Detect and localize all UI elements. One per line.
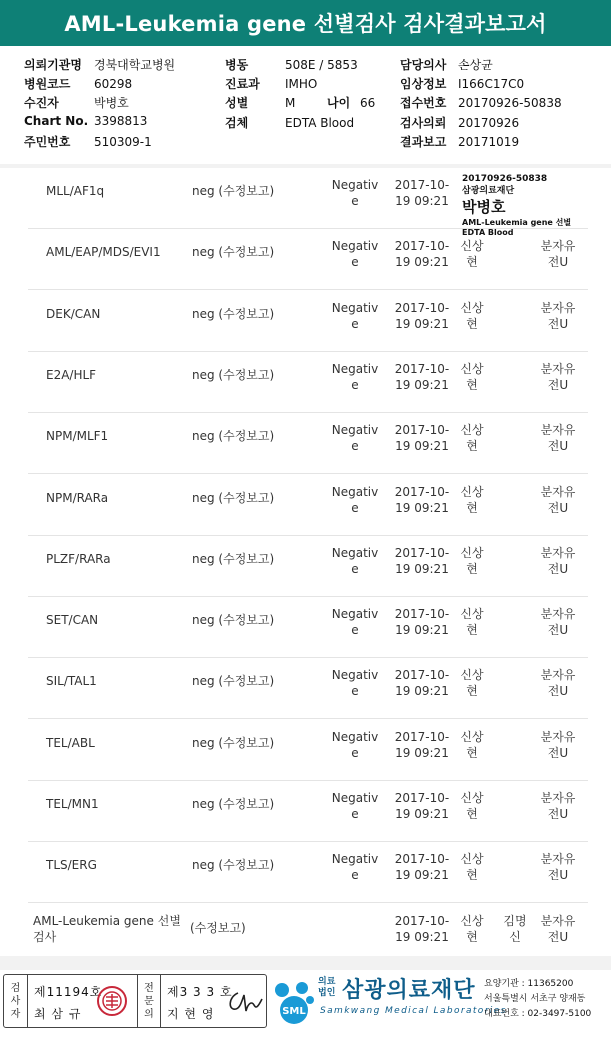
summary-cell-date: [393, 913, 451, 945]
cell-v1: [456, 851, 488, 883]
cell-res: [192, 796, 274, 812]
contact-phone: 대표번호 : 02-3497-5100: [484, 1009, 592, 1019]
cell-line: 19 09:21: [395, 868, 449, 883]
info-value: 박병호: [94, 96, 129, 110]
cell-line: 신상: [460, 791, 484, 805]
info-col3-4: [400, 133, 519, 150]
cell-v3: [535, 667, 581, 699]
cell-flag: [330, 729, 380, 761]
info-col2-1: [225, 75, 317, 92]
cell-v3: [535, 484, 581, 516]
cell-line: 전U: [547, 929, 569, 944]
cell-line: 분자유: [540, 607, 576, 622]
info-value: EDTA Blood: [285, 116, 355, 130]
cell-test: [46, 735, 95, 751]
table-row: [28, 720, 588, 781]
cell-flag: [330, 484, 380, 516]
cell-line: AML-Leukemia gene 선별: [33, 913, 181, 928]
cell-line: 전U: [547, 561, 569, 576]
cell-line: SIL/TAL1: [46, 674, 97, 689]
cell-date: [393, 545, 451, 577]
cell-v3: [535, 851, 581, 883]
info-value: 66: [360, 96, 376, 110]
info-col1-1: [24, 75, 132, 92]
cell-line: 19 09:21: [395, 623, 449, 638]
summary-row: [28, 904, 588, 965]
cell-v3: [535, 422, 581, 454]
cell-test: [46, 612, 98, 628]
cell-line: 19 09:21: [395, 745, 449, 760]
specialist-signature-icon: [224, 987, 264, 1017]
cell-flag: [330, 667, 380, 699]
summary-cell-res: [190, 920, 246, 936]
cell-line: e: [351, 807, 359, 821]
cell-line: e: [351, 745, 359, 760]
cell-line: 전U: [547, 745, 569, 760]
cell-v1: [456, 361, 488, 393]
info-label: 수진자: [24, 96, 59, 110]
examiner-name: 최 삼 규: [34, 1007, 82, 1021]
cell-line: 신상: [460, 729, 484, 744]
cell-line: 현: [466, 745, 478, 760]
cell-date: [393, 238, 451, 270]
cell-line: 전U: [547, 500, 569, 515]
org-name: 삼광의료재단: [342, 978, 476, 1003]
cell-line: TEL/ABL: [46, 735, 95, 750]
cell-v1: [456, 667, 488, 699]
info-age: [327, 94, 375, 111]
info-value: 20171019: [458, 135, 520, 149]
info-label: 주민번호: [24, 135, 71, 149]
cell-line: 2017-10-: [394, 545, 450, 560]
cell-date: [393, 851, 451, 883]
signature-box: [3, 974, 267, 1028]
patient-info-panel: [0, 46, 611, 164]
cell-flag: [330, 790, 380, 822]
cell-res: [192, 367, 274, 383]
cell-line: Negativ: [331, 178, 379, 192]
cell-v1: [456, 484, 488, 516]
cell-date: [393, 484, 451, 516]
cell-line: 현: [466, 316, 478, 331]
cell-line: AML/EAP/MDS/EVI1: [46, 245, 161, 260]
cell-date: [393, 177, 451, 209]
cell-line: 현: [466, 868, 478, 883]
cell-line: 신상: [460, 484, 484, 499]
cell-line: Negativ: [331, 545, 379, 560]
cell-line: neg (수정보고): [192, 674, 275, 689]
stamp-id: 20170926-50838: [462, 174, 548, 184]
cell-line: 신상: [460, 913, 484, 928]
cell-line: Negativ: [331, 729, 379, 744]
cell-line: 2017-10-: [394, 668, 450, 683]
cell-line: neg (수정보고): [192, 613, 275, 628]
table-row: [28, 781, 588, 842]
cell-line: 분자유: [540, 423, 576, 438]
info-value: IMHO: [285, 77, 318, 91]
cell-line: 현: [466, 255, 478, 270]
info-label: 담당의사: [400, 58, 447, 72]
cell-flag: [330, 361, 380, 393]
cell-line: 신: [509, 929, 521, 944]
cell-line: Negativ: [331, 484, 379, 499]
cell-line: 전U: [547, 807, 569, 821]
info-label: 검체: [225, 116, 249, 130]
cell-res: [192, 551, 274, 567]
cell-line: 전U: [547, 868, 569, 883]
cell-line: e: [351, 623, 359, 638]
cell-flag: [330, 238, 380, 270]
cell-line: 신상: [460, 239, 484, 254]
cell-test: [46, 551, 111, 567]
cell-test: [46, 490, 108, 506]
cell-line: 분자유: [540, 668, 576, 683]
cell-v3: [535, 300, 581, 332]
cell-line: 현: [466, 377, 478, 392]
cell-v1: [456, 729, 488, 761]
info-value: 경북대학교병원: [94, 58, 176, 72]
cell-date: [393, 667, 451, 699]
cell-res: [192, 612, 274, 628]
table-row: [28, 168, 588, 229]
info-col2-2: [225, 94, 295, 111]
info-col1-4: [24, 133, 152, 150]
cell-line: DEK/CAN: [46, 306, 101, 321]
cell-line: Negativ: [331, 361, 379, 376]
cell-line: 현: [466, 929, 478, 944]
stamp-test: AML-Leukemia gene 선별: [462, 218, 572, 227]
org-english-name: Samkwang Medical Laboratories: [320, 1006, 507, 1016]
cell-line: Negativ: [331, 607, 379, 622]
table-row: [28, 352, 588, 413]
cell-date: [393, 422, 451, 454]
info-label: 진료과: [225, 77, 260, 91]
cell-line: TEL/MN1: [46, 797, 99, 811]
info-value: 510309-1: [94, 135, 152, 149]
cell-line: neg (수정보고): [192, 735, 275, 750]
cell-line: 전U: [547, 255, 569, 270]
cell-line: neg (수정보고): [192, 306, 275, 321]
cell-v3: [535, 361, 581, 393]
cell-line: 2017-10-: [394, 178, 450, 192]
cell-line: 신상: [460, 852, 484, 867]
cell-line: neg (수정보고): [192, 797, 275, 811]
org-kind: 의료 법인: [318, 977, 336, 998]
cell-line: 전U: [547, 316, 569, 331]
cell-v1: [456, 422, 488, 454]
logo-text: SML: [282, 1006, 306, 1017]
cell-line: SET/CAN: [46, 613, 99, 628]
cell-line: neg (수정보고): [192, 429, 275, 444]
report-title: AML-Leukemia gene 선별검사 검사결과보고서: [0, 0, 611, 46]
info-label: 병동: [225, 58, 249, 72]
cell-line: PLZF/RARa: [46, 551, 111, 566]
cell-line: 19 09:21: [395, 929, 449, 944]
cell-line: e: [351, 377, 359, 392]
results-table: [0, 168, 611, 956]
cell-line: 현: [466, 500, 478, 515]
cell-line: 2017-10-: [394, 361, 450, 376]
cell-line: 분자유: [540, 361, 576, 376]
cell-line: neg (수정보고): [192, 858, 275, 873]
cell-v1: [456, 545, 488, 577]
info-col3-3: [400, 114, 519, 131]
cell-flag: [330, 177, 380, 209]
cell-line: 신상: [460, 545, 484, 560]
cell-res: [192, 306, 274, 322]
cell-line: 분자유: [540, 484, 576, 499]
cell-line: 전U: [547, 623, 569, 638]
cell-line: 전U: [547, 377, 569, 392]
cell-line: 2017-10-: [394, 607, 450, 622]
cell-v3: [535, 238, 581, 270]
cell-line: Negativ: [331, 668, 379, 683]
cell-test: [46, 857, 97, 873]
cell-line: 19 09:21: [395, 377, 449, 392]
summary-cell-v2: [500, 913, 530, 945]
cell-line: 2017-10-: [394, 729, 450, 744]
info-col1-0: [24, 56, 175, 73]
cell-date: [393, 729, 451, 761]
specialist-name: 지 현 영: [167, 1007, 215, 1021]
cell-line: NPM/MLF1: [46, 429, 109, 444]
cell-flag: [330, 545, 380, 577]
cell-line: 현: [466, 684, 478, 699]
cell-line: e: [351, 255, 359, 270]
cell-line: 분자유: [540, 852, 576, 867]
cell-test: [46, 428, 108, 444]
info-value: 20170926-50838: [458, 96, 562, 110]
cell-v3: [535, 545, 581, 577]
table-row: [28, 597, 588, 658]
cell-line: neg (수정보고): [192, 245, 275, 260]
cell-line: 분자유: [540, 791, 576, 805]
summary-cell-v3: [535, 913, 581, 945]
cell-line: 19 09:21: [395, 194, 449, 208]
cell-line: 신상: [460, 668, 484, 683]
cell-line: Negativ: [331, 423, 379, 438]
info-value: 60298: [94, 77, 133, 91]
info-label: 의뢰기관명: [24, 58, 82, 72]
info-value: 3398813: [94, 114, 148, 128]
cell-test: [46, 673, 97, 689]
cell-line: 19 09:21: [395, 255, 449, 270]
info-label: 결과보고: [400, 135, 447, 149]
cell-line: 김명: [503, 913, 527, 928]
cell-line: e: [351, 500, 359, 515]
cell-test: [46, 183, 104, 199]
cell-flag: [330, 300, 380, 332]
cell-line: 2017-10-: [394, 852, 450, 867]
cell-line: 19 09:21: [395, 561, 449, 576]
info-value: M: [285, 96, 296, 110]
info-col3-2: [400, 94, 562, 111]
info-label: 병원코드: [24, 77, 71, 91]
info-value: 20170926: [458, 116, 520, 130]
examiner-label: 검 사 자: [4, 975, 28, 1027]
cell-line: 2017-10-: [394, 300, 450, 315]
info-value: 508E / 5853: [285, 58, 358, 72]
cell-test: [46, 796, 99, 812]
cell-line: 19 09:21: [395, 316, 449, 331]
cell-line: e: [351, 684, 359, 699]
cell-v1: [456, 238, 488, 270]
table-row: [28, 413, 588, 474]
cell-line: e: [351, 868, 359, 883]
cell-line: 2017-10-: [394, 484, 450, 499]
cell-v1: [456, 300, 488, 332]
cell-line: 2017-10-: [394, 239, 450, 254]
cell-line: 19 09:21: [395, 684, 449, 699]
cell-date: [393, 361, 451, 393]
examiner-license-no: 제11194호: [34, 985, 103, 999]
info-label: 접수번호: [400, 96, 447, 110]
cell-line: 2017-10-: [394, 913, 450, 928]
contact-institution-code: 요양기관 : 11365200: [484, 979, 574, 989]
info-col2-3: [225, 114, 354, 131]
cell-line: 현: [466, 439, 478, 454]
cell-line: NPM/RARa: [46, 490, 109, 505]
info-label: 임상정보: [400, 77, 447, 91]
cell-line: 19 09:21: [395, 807, 449, 821]
cell-res: [192, 428, 274, 444]
cell-res: [192, 183, 274, 199]
cell-v3: [535, 606, 581, 638]
cell-res: [192, 857, 274, 873]
cell-test: [46, 367, 96, 383]
cell-line: 2017-10-: [394, 423, 450, 438]
contact-address: 서울특별시 서초구 양재동: [484, 994, 586, 1004]
table-row: [28, 536, 588, 597]
cell-res: [192, 490, 274, 506]
cell-line: 전U: [547, 684, 569, 699]
cell-line: neg (수정보고): [192, 367, 275, 382]
cell-flag: [330, 851, 380, 883]
cell-line: Negativ: [331, 852, 379, 867]
report-footer: [0, 970, 611, 1039]
cell-line: 현: [466, 807, 478, 821]
info-value: I166C17C0: [458, 77, 525, 91]
cell-test: [46, 306, 100, 322]
cell-line: 검사: [33, 929, 57, 944]
cell-line: 19 09:21: [395, 439, 449, 454]
table-row: [28, 475, 588, 536]
info-label: 검사의뢰: [400, 116, 447, 130]
cell-v1: [456, 606, 488, 638]
table-row: [28, 229, 588, 290]
sml-logo-icon: [272, 978, 316, 1026]
specialist-label: 전 문 의: [137, 975, 161, 1027]
cell-line: 전U: [547, 439, 569, 454]
cell-line: (수정보고): [190, 920, 246, 935]
cell-line: e: [351, 194, 359, 208]
info-col2-0: [225, 56, 358, 73]
table-row: [28, 842, 588, 903]
cell-line: 현: [466, 561, 478, 576]
cell-line: 분자유: [540, 913, 576, 928]
stamp-org: 삼광의료재단: [462, 186, 515, 196]
table-row: [28, 658, 588, 719]
examiner-seal-icon: [96, 985, 128, 1017]
cell-date: [393, 790, 451, 822]
cell-line: 2017-10-: [394, 791, 450, 805]
cell-line: e: [351, 316, 359, 331]
cell-line: 현: [466, 623, 478, 638]
cell-v3: [535, 729, 581, 761]
cell-line: 분자유: [540, 545, 576, 560]
cell-line: neg (수정보고): [192, 551, 275, 566]
cell-test: [46, 244, 161, 260]
table-row: [28, 291, 588, 352]
cell-line: MLL/AF1q: [46, 184, 105, 198]
cell-line: 신상: [460, 423, 484, 438]
info-value: 손상균: [458, 58, 493, 72]
cell-line: TLS/ERG: [46, 858, 97, 873]
cell-flag: [330, 606, 380, 638]
cell-line: 19 09:21: [395, 500, 449, 515]
cell-line: 분자유: [540, 729, 576, 744]
specialist-license-no: 제3 3 3 호: [167, 985, 233, 999]
cell-line: e: [351, 439, 359, 454]
cell-flag: [330, 422, 380, 454]
info-col1-2: [24, 94, 129, 111]
info-label: 성별: [225, 96, 249, 110]
cell-res: [192, 673, 274, 689]
cell-line: 분자유: [540, 239, 576, 254]
cell-line: E2A/HLF: [46, 367, 97, 382]
cell-date: [393, 606, 451, 638]
cell-line: Negativ: [331, 791, 379, 805]
cell-v1: [456, 790, 488, 822]
cell-res: [192, 244, 274, 260]
cell-line: neg (수정보고): [192, 184, 275, 198]
info-col3-0: [400, 56, 493, 73]
info-col3-1: [400, 75, 524, 92]
cell-res: [192, 735, 274, 751]
stamp-specimen: EDTA Blood: [462, 228, 514, 237]
cell-line: Negativ: [331, 300, 379, 315]
cell-line: 분자유: [540, 300, 576, 315]
cell-line: Negativ: [331, 239, 379, 254]
summary-cell-v1: [456, 913, 488, 945]
cell-line: 신상: [460, 300, 484, 315]
cell-line: e: [351, 561, 359, 576]
info-col1-3: [24, 114, 147, 128]
cell-line: neg (수정보고): [192, 490, 275, 505]
cell-v3: [535, 790, 581, 822]
cell-line: 신상: [460, 361, 484, 376]
cell-line: 신상: [460, 607, 484, 622]
info-label: Chart No.: [24, 114, 89, 128]
cell-date: [393, 300, 451, 332]
info-label: 나이: [327, 96, 351, 110]
summary-cell-test: [33, 913, 181, 945]
stamp-name: 박병호: [462, 198, 506, 216]
